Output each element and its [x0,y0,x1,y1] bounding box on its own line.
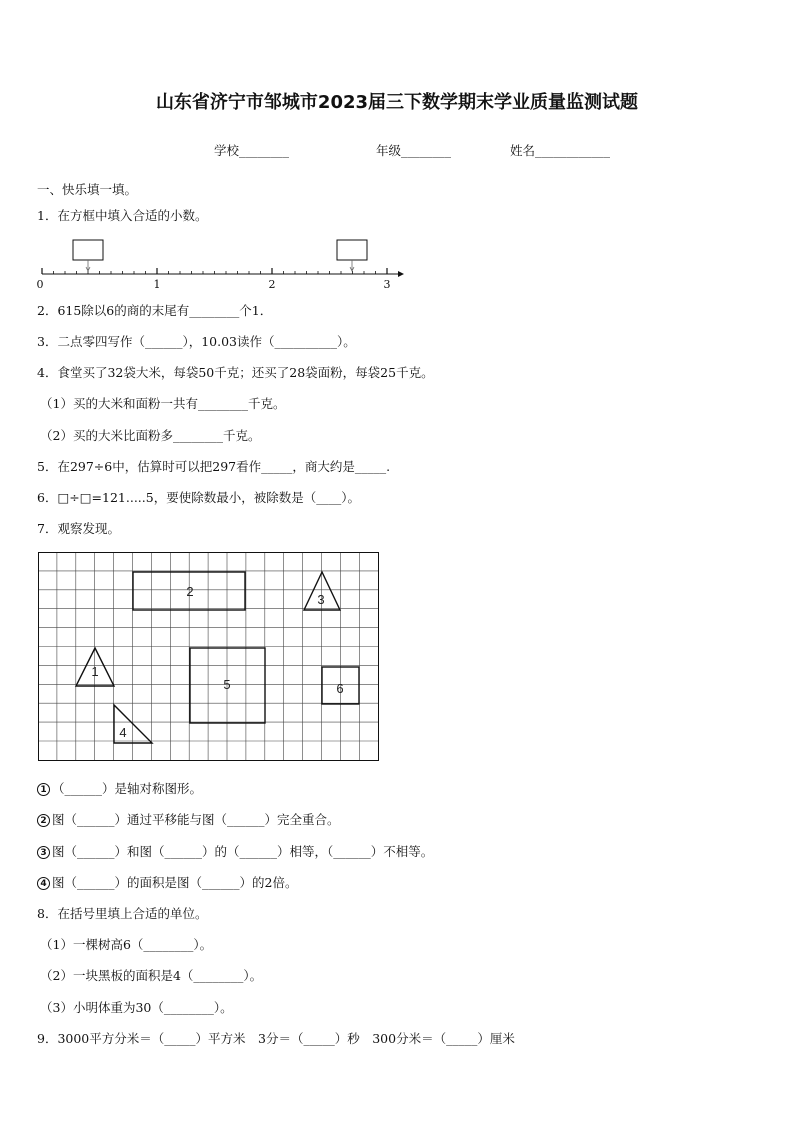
tick-label-1: 1 [153,278,161,291]
shape-4-label: 4 [119,725,127,740]
axis-arrow-icon [398,271,404,277]
page-title: 山东省济宁市邹城市2023届三下数学期末学业质量监测试题 [155,92,639,113]
question-7-item-2-text: 图（______）通过平移能与图（______）完全重合。 [52,812,340,827]
question-8: 8．在括号里填上合适的单位。 [37,906,208,921]
shapes-grid [38,552,380,762]
shape-6-label: 6 [336,681,344,696]
shape-1-label: 1 [91,664,99,679]
tick-label-2: 2 [268,278,276,291]
tick-label-0: 0 [36,278,44,291]
shape-2-label: 2 [186,584,194,599]
question-6: 6．□÷□=121.....5，要使除数最小，被除数是（____）。 [37,490,360,505]
question-7-item-1-text: （______）是轴对称图形。 [52,781,203,796]
name-blank: ____________ [535,143,611,158]
question-3: 3．二点零四写作（______），10.03读作（__________）。 [37,334,356,349]
grade-blank: ________ [401,143,452,158]
question-5: 5．在297÷6中，估算时可以把297看作_____，商大约是_____. [37,459,391,474]
question-7-item-2 [37,812,340,828]
answer-box-2[interactable] [337,240,367,260]
shape-5-label: 5 [223,677,231,692]
question-7-item-4-text: 图（______）的面积是图（______）的2倍。 [52,875,298,890]
grade-field [376,141,451,159]
circled-number-1: 1 [37,783,50,796]
grade-label: 年级 [376,143,402,158]
number-line [36,236,416,292]
circled-number-3: 3 [37,846,50,859]
question-4-sub-1: （1）买的大米和面粉一共有________千克。 [40,396,286,411]
section-heading: 一、快乐填一填。 [37,182,138,197]
axis-ticks [42,268,387,274]
question-8-sub-2: （2）一块黑板的面积是4（________）。 [40,968,263,983]
question-7-item-1 [37,781,202,797]
question-7-item-3 [37,844,433,860]
name-field [510,141,610,159]
question-4: 4．食堂买了32袋大米，每袋50千克；还买了28袋面粉，每袋25千克。 [37,365,434,380]
question-4-sub-2: （2）买的大米比面粉多________千克。 [40,428,261,443]
question-2: 2．615除以6的商的末尾有________个1． [37,303,273,318]
question-1: 1．在方框中填入合适的小数。 [37,208,208,223]
circled-number-4: 4 [37,877,50,890]
question-7-item-4 [37,875,297,891]
school-field [214,141,289,159]
name-label: 姓名 [510,143,536,158]
circled-number-2: 2 [37,814,50,827]
answer-box-1[interactable] [73,240,103,260]
question-7: 7．观察发现。 [37,521,120,536]
question-7-item-3-text: 图（______）和图（______）的（______）相等，（______）不相等。 [52,844,434,859]
shape-3-label: 3 [317,592,325,607]
question-9: 9．3000平方分米＝（_____）平方米 3分＝（_____）秒 300分米＝（_____）厘米 [37,1031,515,1046]
question-8-sub-1: （1）一棵树高6（________）。 [40,937,213,952]
tick-label-3: 3 [383,278,391,291]
school-blank: ________ [239,143,290,158]
school-label: 学校 [214,143,240,158]
question-8-sub-3: （3）小明体重为30（________）。 [40,1000,233,1015]
